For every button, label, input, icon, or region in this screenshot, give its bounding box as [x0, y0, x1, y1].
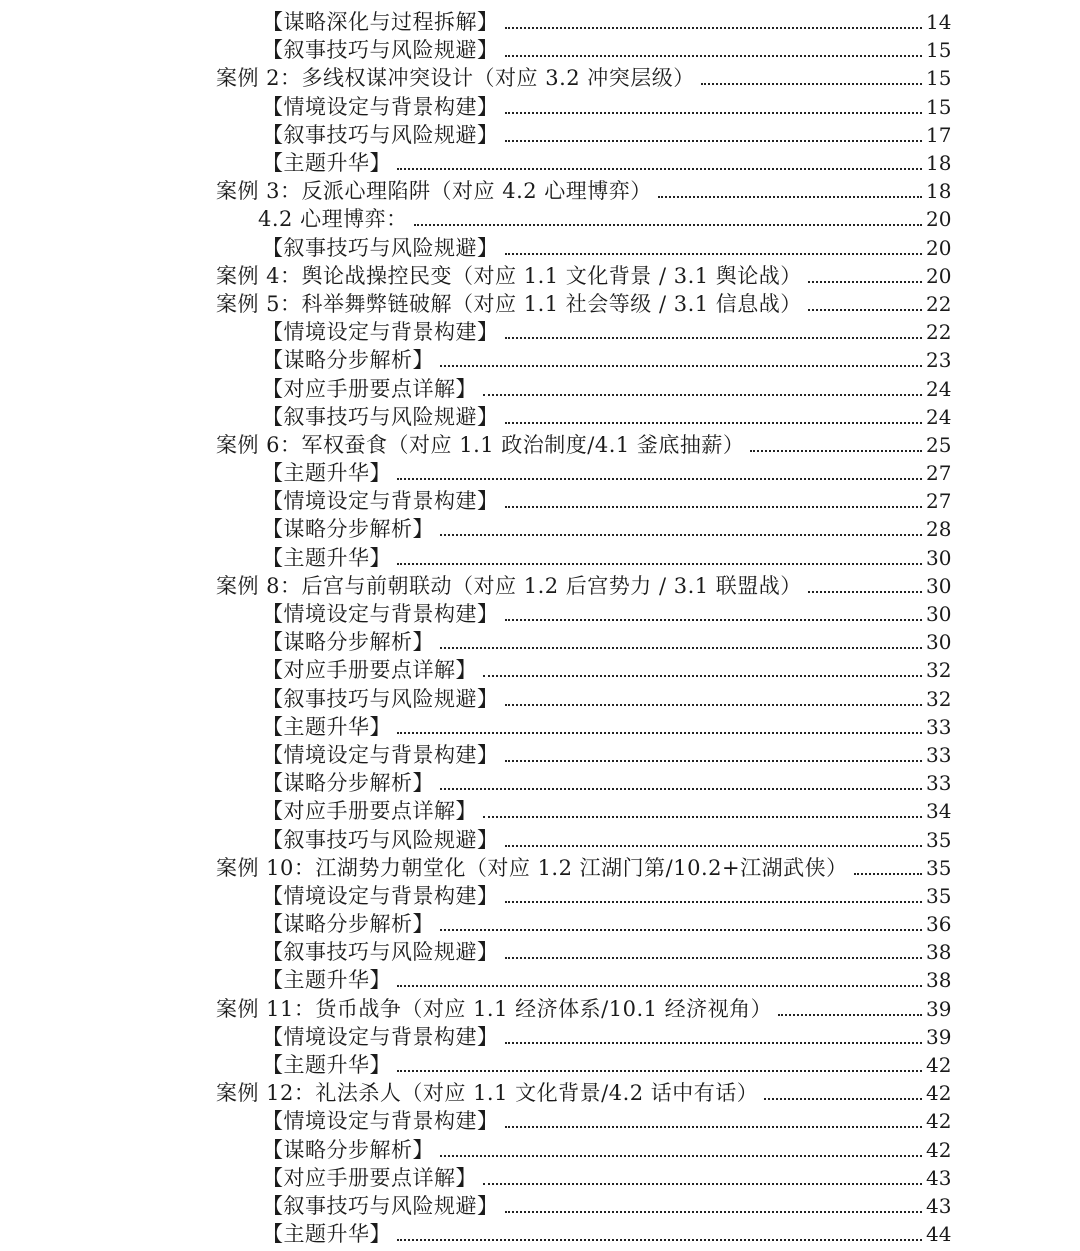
toc-leader-dots [808, 279, 922, 283]
toc-entry-title: 【情境设定与背景构建】 [262, 1024, 499, 1049]
toc-entry-title: 案例 10：江湖势力朝堂化（对应 1.2 江湖门第/10.2+江湖武侠） [216, 855, 848, 880]
toc-entry-title: 【谋略分步解析】 [262, 1137, 434, 1162]
toc-section-entry[interactable] [0, 741, 1080, 769]
toc-entry-title: 【叙事技巧与风险规避】 [262, 38, 499, 63]
toc-leader-dots [440, 1153, 922, 1157]
toc-leader-dots [505, 1124, 923, 1128]
toc-leader-dots [397, 561, 922, 565]
toc-page-number: 42 [926, 1109, 952, 1134]
toc-page-number: 44 [926, 1222, 952, 1247]
toc-page-number: 22 [926, 320, 952, 345]
toc-page-number: 38 [926, 968, 952, 993]
toc-page-number: 33 [926, 771, 952, 796]
toc-section-entry[interactable] [0, 234, 1080, 262]
toc-page-number: 35 [926, 855, 952, 880]
toc-leader-dots [764, 1096, 922, 1100]
toc-page-number: 17 [926, 122, 952, 147]
toc-section-entry[interactable] [0, 769, 1080, 797]
toc-leader-dots [505, 251, 923, 255]
toc-page-number: 27 [926, 489, 952, 514]
toc-page-number: 20 [926, 235, 952, 260]
toc-section-entry[interactable] [0, 544, 1080, 572]
toc-leader-dots [505, 955, 923, 959]
toc-page-number: 30 [926, 602, 952, 627]
toc-entry-title: 【谋略分步解析】 [262, 630, 434, 655]
toc-entry-title: 案例 12：礼法杀人（对应 1.1 文化背景/4.2 话中有话） [216, 1081, 759, 1106]
toc-section-entry[interactable] [0, 205, 1080, 233]
toc-leader-dots [505, 617, 923, 621]
toc-entry-title: 案例 4：舆论战操控民变（对应 1.1 文化背景 / 3.1 舆论战） [216, 263, 802, 288]
toc-entry-title: 【谋略深化与过程拆解】 [262, 10, 499, 35]
toc-entry-title: 【主题升华】 [262, 1053, 391, 1078]
toc-leader-dots [505, 504, 923, 508]
toc-page-number: 43 [926, 1193, 952, 1218]
toc-entry-title: 【叙事技巧与风险规避】 [262, 404, 499, 429]
toc-page-number: 42 [926, 1137, 952, 1162]
toc-section-entry[interactable] [0, 93, 1080, 121]
toc-leader-dots [397, 166, 922, 170]
toc-leader-dots [808, 589, 922, 593]
toc-leader-dots [854, 871, 922, 875]
toc-leader-dots [808, 307, 922, 311]
toc-leader-dots [505, 335, 923, 339]
toc-page-number: 32 [926, 658, 952, 683]
toc-section-entry[interactable] [0, 966, 1080, 994]
toc-page-number: 39 [926, 1024, 952, 1049]
toc-section-entry[interactable] [0, 600, 1080, 628]
toc-entry-title: 【主题升华】 [262, 968, 391, 993]
toc-entry-title: 【谋略分步解析】 [262, 517, 434, 542]
toc-entry-title: 【叙事技巧与风险规避】 [262, 122, 499, 147]
toc-page-number: 22 [926, 291, 952, 316]
toc-leader-dots [505, 53, 923, 57]
toc-leader-dots [505, 1040, 923, 1044]
toc-entry-title: 【主题升华】 [262, 545, 391, 570]
toc-entry-title: 案例 6：军权蚕食（对应 1.1 政治制度/4.1 釜底抽薪） [216, 432, 745, 457]
toc-entry-title: 【主题升华】 [262, 151, 391, 176]
toc-page-number: 18 [926, 151, 952, 176]
toc-leader-dots [778, 1012, 922, 1016]
toc-page-number: 34 [926, 799, 952, 824]
toc-entry-title: 【情境设定与背景构建】 [262, 489, 499, 514]
toc-entry-title: 【叙事技巧与风险规避】 [262, 686, 499, 711]
toc-entry-title: 【情境设定与背景构建】 [262, 1109, 499, 1134]
toc-page-number: 35 [926, 883, 952, 908]
toc-page-number: 42 [926, 1081, 952, 1106]
toc-leader-dots [440, 363, 922, 367]
toc-leader-dots [397, 1068, 922, 1072]
toc-page-number: 23 [926, 348, 952, 373]
toc-section-entry[interactable] [0, 403, 1080, 431]
toc-leader-dots [397, 476, 922, 480]
toc-page-number: 36 [926, 912, 952, 937]
toc-page-number: 15 [926, 94, 952, 119]
toc-leader-dots [414, 222, 922, 226]
toc-page-number: 24 [926, 376, 952, 401]
table-of-contents [0, 8, 1080, 1248]
toc-page-number: 15 [926, 66, 952, 91]
toc-entry-title: 案例 2：多线权谋冲突设计（对应 3.2 冲突层级） [216, 66, 695, 91]
toc-section-entry[interactable] [0, 797, 1080, 825]
toc-page-number: 15 [926, 38, 952, 63]
toc-entry-title: 【叙事技巧与风险规避】 [262, 235, 499, 260]
toc-section-entry[interactable] [0, 36, 1080, 64]
toc-entry-title: 4.2 心理博弈： [258, 207, 408, 232]
toc-leader-dots [505, 843, 923, 847]
toc-entry-title: 【情境设定与背景构建】 [262, 742, 499, 767]
toc-section-entry[interactable] [0, 713, 1080, 741]
toc-section-entry[interactable] [0, 1164, 1080, 1192]
toc-entry-title: 【谋略分步解析】 [262, 912, 434, 937]
toc-chapter-entry[interactable] [0, 64, 1080, 92]
toc-page-number: 32 [926, 686, 952, 711]
toc-leader-dots [505, 1209, 923, 1213]
toc-entry-title: 案例 8：后宫与前朝联动（对应 1.2 后宫势力 / 3.1 联盟战） [216, 573, 802, 598]
toc-section-entry[interactable] [0, 149, 1080, 177]
toc-entry-title: 【情境设定与背景构建】 [262, 320, 499, 345]
toc-section-entry[interactable] [0, 1107, 1080, 1135]
toc-section-entry[interactable] [0, 8, 1080, 36]
toc-page-number: 28 [926, 517, 952, 542]
toc-entry-title: 【情境设定与背景构建】 [262, 602, 499, 627]
toc-leader-dots [505, 25, 923, 29]
toc-leader-dots [397, 730, 922, 734]
toc-page-number: 25 [926, 432, 952, 457]
toc-leader-dots [750, 448, 922, 452]
toc-page-number: 20 [926, 263, 952, 288]
toc-chapter-entry[interactable] [0, 572, 1080, 600]
toc-leader-dots [505, 702, 923, 706]
toc-leader-dots [505, 899, 923, 903]
toc-section-entry[interactable] [0, 487, 1080, 515]
toc-leader-dots [701, 81, 922, 85]
toc-leader-dots [483, 392, 922, 396]
toc-entry-title: 案例 3：反派心理陷阱（对应 4.2 心理博弈） [216, 179, 652, 204]
toc-section-entry[interactable] [0, 121, 1080, 149]
toc-page-number: 30 [926, 630, 952, 655]
toc-entry-title: 【对应手册要点详解】 [262, 1165, 477, 1190]
toc-leader-dots [505, 420, 923, 424]
toc-entry-title: 【主题升华】 [262, 714, 391, 739]
toc-page-number: 33 [926, 742, 952, 767]
toc-page-number: 30 [926, 545, 952, 570]
toc-leader-dots [440, 786, 922, 790]
toc-leader-dots [483, 673, 922, 677]
toc-section-entry[interactable] [0, 318, 1080, 346]
toc-leader-dots [483, 814, 922, 818]
toc-entry-title: 案例 5：科举舞弊链破解（对应 1.1 社会等级 / 3.1 信息战） [216, 291, 802, 316]
toc-leader-dots [397, 1237, 922, 1241]
toc-entry-title: 【对应手册要点详解】 [262, 658, 477, 683]
toc-section-entry[interactable] [0, 628, 1080, 656]
toc-page-number: 33 [926, 714, 952, 739]
toc-page-number: 18 [926, 179, 952, 204]
toc-page-number: 27 [926, 461, 952, 486]
toc-page-number: 35 [926, 827, 952, 852]
toc-section-entry[interactable] [0, 1192, 1080, 1220]
toc-section-entry[interactable] [0, 1220, 1080, 1248]
toc-leader-dots [483, 1181, 922, 1185]
toc-chapter-entry[interactable] [0, 262, 1080, 290]
toc-section-entry[interactable] [0, 882, 1080, 910]
toc-entry-title: 【谋略分步解析】 [262, 348, 434, 373]
toc-page-number: 20 [926, 207, 952, 232]
toc-entry-title: 【对应手册要点详解】 [262, 799, 477, 824]
toc-section-entry[interactable] [0, 515, 1080, 543]
toc-chapter-entry[interactable] [0, 854, 1080, 882]
toc-page-number: 24 [926, 404, 952, 429]
toc-section-entry[interactable] [0, 1136, 1080, 1164]
toc-section-entry[interactable] [0, 374, 1080, 402]
toc-entry-title: 【叙事技巧与风险规避】 [262, 827, 499, 852]
toc-section-entry[interactable] [0, 1051, 1080, 1079]
toc-entry-title: 【叙事技巧与风险规避】 [262, 1193, 499, 1218]
toc-leader-dots [505, 138, 923, 142]
toc-page-number: 30 [926, 573, 952, 598]
toc-leader-dots [440, 927, 922, 931]
toc-page-number: 43 [926, 1165, 952, 1190]
toc-page-number: 42 [926, 1053, 952, 1078]
toc-chapter-entry[interactable] [0, 1079, 1080, 1107]
toc-section-entry[interactable] [0, 346, 1080, 374]
toc-page-number: 38 [926, 940, 952, 965]
toc-section-entry[interactable] [0, 656, 1080, 684]
toc-entry-title: 【对应手册要点详解】 [262, 376, 477, 401]
toc-entry-title: 【情境设定与背景构建】 [262, 883, 499, 908]
toc-section-entry[interactable] [0, 685, 1080, 713]
toc-entry-title: 【主题升华】 [262, 461, 391, 486]
toc-leader-dots [505, 758, 923, 762]
toc-page-number: 39 [926, 996, 952, 1021]
toc-chapter-entry[interactable] [0, 431, 1080, 459]
toc-leader-dots [505, 110, 923, 114]
toc-leader-dots [397, 983, 922, 987]
toc-chapter-entry[interactable] [0, 177, 1080, 205]
toc-entry-title: 案例 11：货币战争（对应 1.1 经济体系/10.1 经济视角） [216, 996, 773, 1021]
toc-chapter-entry[interactable] [0, 995, 1080, 1023]
toc-section-entry[interactable] [0, 910, 1080, 938]
toc-entry-title: 【主题升华】 [262, 1222, 391, 1247]
toc-leader-dots [440, 532, 922, 536]
toc-entry-title: 【叙事技巧与风险规避】 [262, 940, 499, 965]
toc-leader-dots [440, 645, 922, 649]
toc-section-entry[interactable] [0, 938, 1080, 966]
toc-section-entry[interactable] [0, 459, 1080, 487]
toc-section-entry[interactable] [0, 1023, 1080, 1051]
toc-leader-dots [658, 194, 922, 198]
toc-entry-title: 【情境设定与背景构建】 [262, 94, 499, 119]
toc-entry-title: 【谋略分步解析】 [262, 771, 434, 796]
toc-page-number: 14 [926, 10, 952, 35]
toc-chapter-entry[interactable] [0, 290, 1080, 318]
toc-section-entry[interactable] [0, 825, 1080, 853]
